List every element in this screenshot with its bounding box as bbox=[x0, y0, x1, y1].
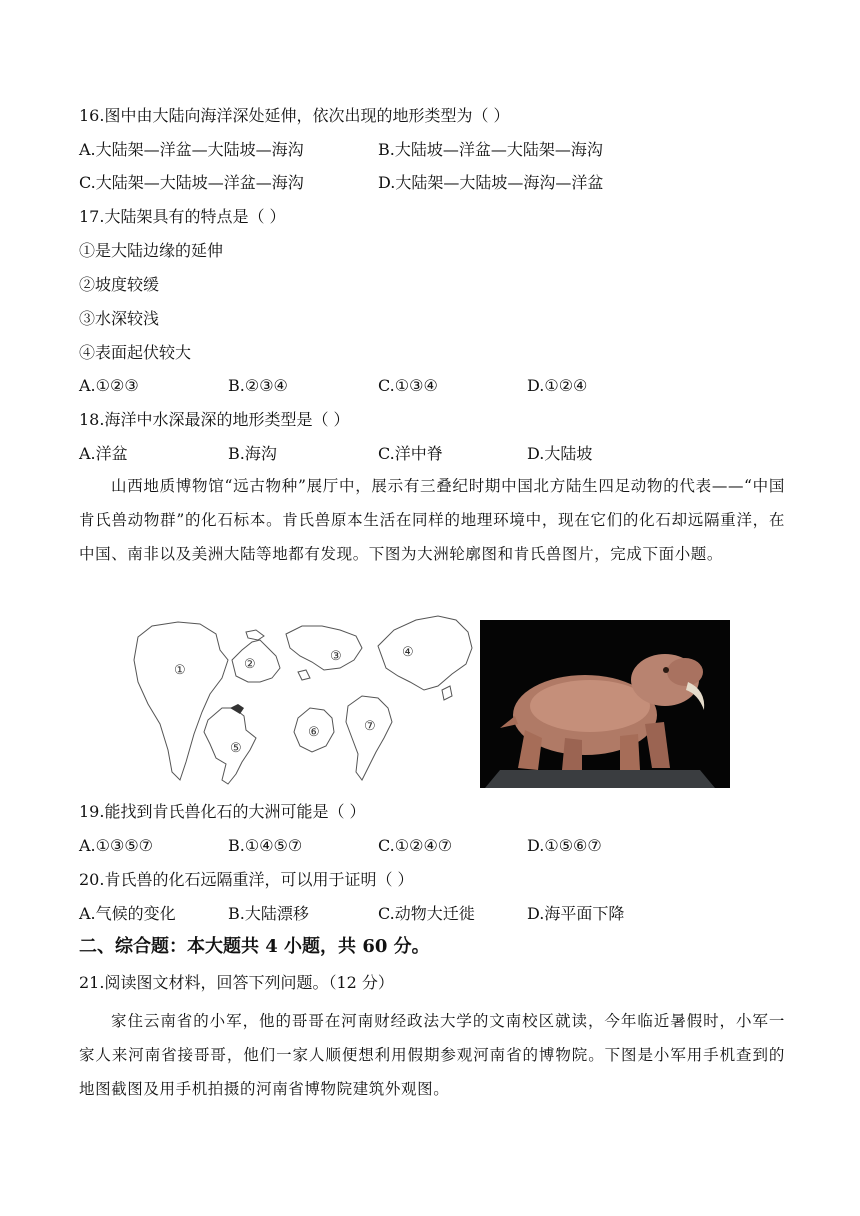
q16-option-c: C.大陆架—大陆坡—洋盆—海沟 bbox=[79, 173, 304, 192]
q20-stem: 20.肯氏兽的化石远隔重洋，可以用于证明（ ） bbox=[79, 870, 414, 889]
map-label-3: ③ bbox=[330, 648, 342, 663]
map-label-6: ⑥ bbox=[308, 724, 320, 739]
q20-option-b: B.大陆漂移 bbox=[228, 904, 309, 923]
kannemeyeria-illustration bbox=[480, 620, 730, 788]
map-label-4: ④ bbox=[402, 644, 414, 659]
continent-3-outline bbox=[286, 626, 362, 670]
q17-option-c: C.①③④ bbox=[378, 376, 438, 395]
q20-option-d: D.海平面下降 bbox=[527, 904, 625, 923]
q18-stem: 18.海洋中水深最深的地形类型是（ ） bbox=[79, 410, 350, 429]
section-heading-comprehensive: 二、综合题：本大题共 4 小题，共 60 分。 bbox=[79, 936, 430, 957]
q17-option-a: A.①②③ bbox=[79, 376, 139, 395]
q19-option-c: C.①②④⑦ bbox=[378, 836, 453, 855]
passage-kannemeyeria: 山西地质博物馆“远古物种”展厅中，展示有三叠纪时期中国北方陆生四足动物的代表——“中国肯氏兽动物群”的化石标本。肯氏兽原本生活在同样的地理环境中，现在它们的化石却远隔重洋，在中国、南非以及美洲大陆等地都有发现。下图为大洲轮廓图和肯氏兽图片，完成下面小题。 bbox=[79, 477, 785, 563]
q16-stem: 16.图中由大陆向海洋深处延伸，依次出现的地形类型为（ ） bbox=[79, 106, 510, 125]
q18-option-d: D.大陆坡 bbox=[527, 444, 593, 463]
q18-option-a: A.洋盆 bbox=[79, 444, 128, 463]
q19-option-a: A.①③⑤⑦ bbox=[79, 836, 154, 855]
q17-stem: 17.大陆架具有的特点是（ ） bbox=[79, 207, 286, 226]
q16-option-d: D.大陆架—大陆坡—海沟—洋盆 bbox=[378, 173, 604, 192]
q17-option-b: B.②③④ bbox=[228, 376, 288, 395]
map-label-2: ② bbox=[244, 656, 256, 671]
q17-item-3: ③水深较浅 bbox=[79, 309, 160, 328]
continent-2-outline bbox=[232, 640, 280, 682]
q17-item-1: ①是大陆边缘的延伸 bbox=[79, 241, 224, 260]
kannemeyeria-photo bbox=[480, 620, 730, 788]
q17-item-2: ②坡度较缓 bbox=[79, 275, 160, 294]
q18-option-c: C.洋中脊 bbox=[378, 444, 443, 463]
continent-7-outline bbox=[346, 696, 392, 780]
q21-passage: 家住云南省的小军，他的哥哥在河南财经政法大学的文南校区就读，今年临近暑假时，小军一家人来河南省接哥哥，他们一家人顺便想利用假期参观河南省的博物院。下图是小军用手机查到的地图截图及用手机拍摄的河南省博物院建筑外观图。 bbox=[79, 1012, 785, 1098]
continent-outline-map bbox=[130, 612, 475, 790]
q19-option-b: B.①④⑤⑦ bbox=[228, 836, 303, 855]
q16-option-b: B.大陆坡—洋盆—大陆架—海沟 bbox=[378, 140, 603, 159]
q16-option-a: A.大陆架—洋盆—大陆坡—海沟 bbox=[79, 140, 304, 159]
q21-stem: 21.阅读图文材料，回答下列问题。（12 分） bbox=[79, 973, 394, 992]
map-label-1: ① bbox=[174, 662, 186, 677]
q17-option-d: D.①②④ bbox=[527, 376, 588, 395]
q20-option-c: C.动物大迁徙 bbox=[378, 904, 475, 923]
q20-option-a: A.气候的变化 bbox=[79, 904, 176, 923]
continent-4-outline bbox=[378, 616, 472, 690]
q17-item-4: ④表面起伏较大 bbox=[79, 343, 192, 362]
q18-option-b: B.海沟 bbox=[228, 444, 277, 463]
map-label-5: ⑤ bbox=[230, 740, 242, 755]
q19-stem: 19.能找到肯氏兽化石的大洲可能是（ ） bbox=[79, 802, 366, 821]
q19-option-d: D.①⑤⑥⑦ bbox=[527, 836, 602, 855]
map-label-7: ⑦ bbox=[364, 718, 376, 733]
continent-africa-outline bbox=[134, 622, 228, 780]
